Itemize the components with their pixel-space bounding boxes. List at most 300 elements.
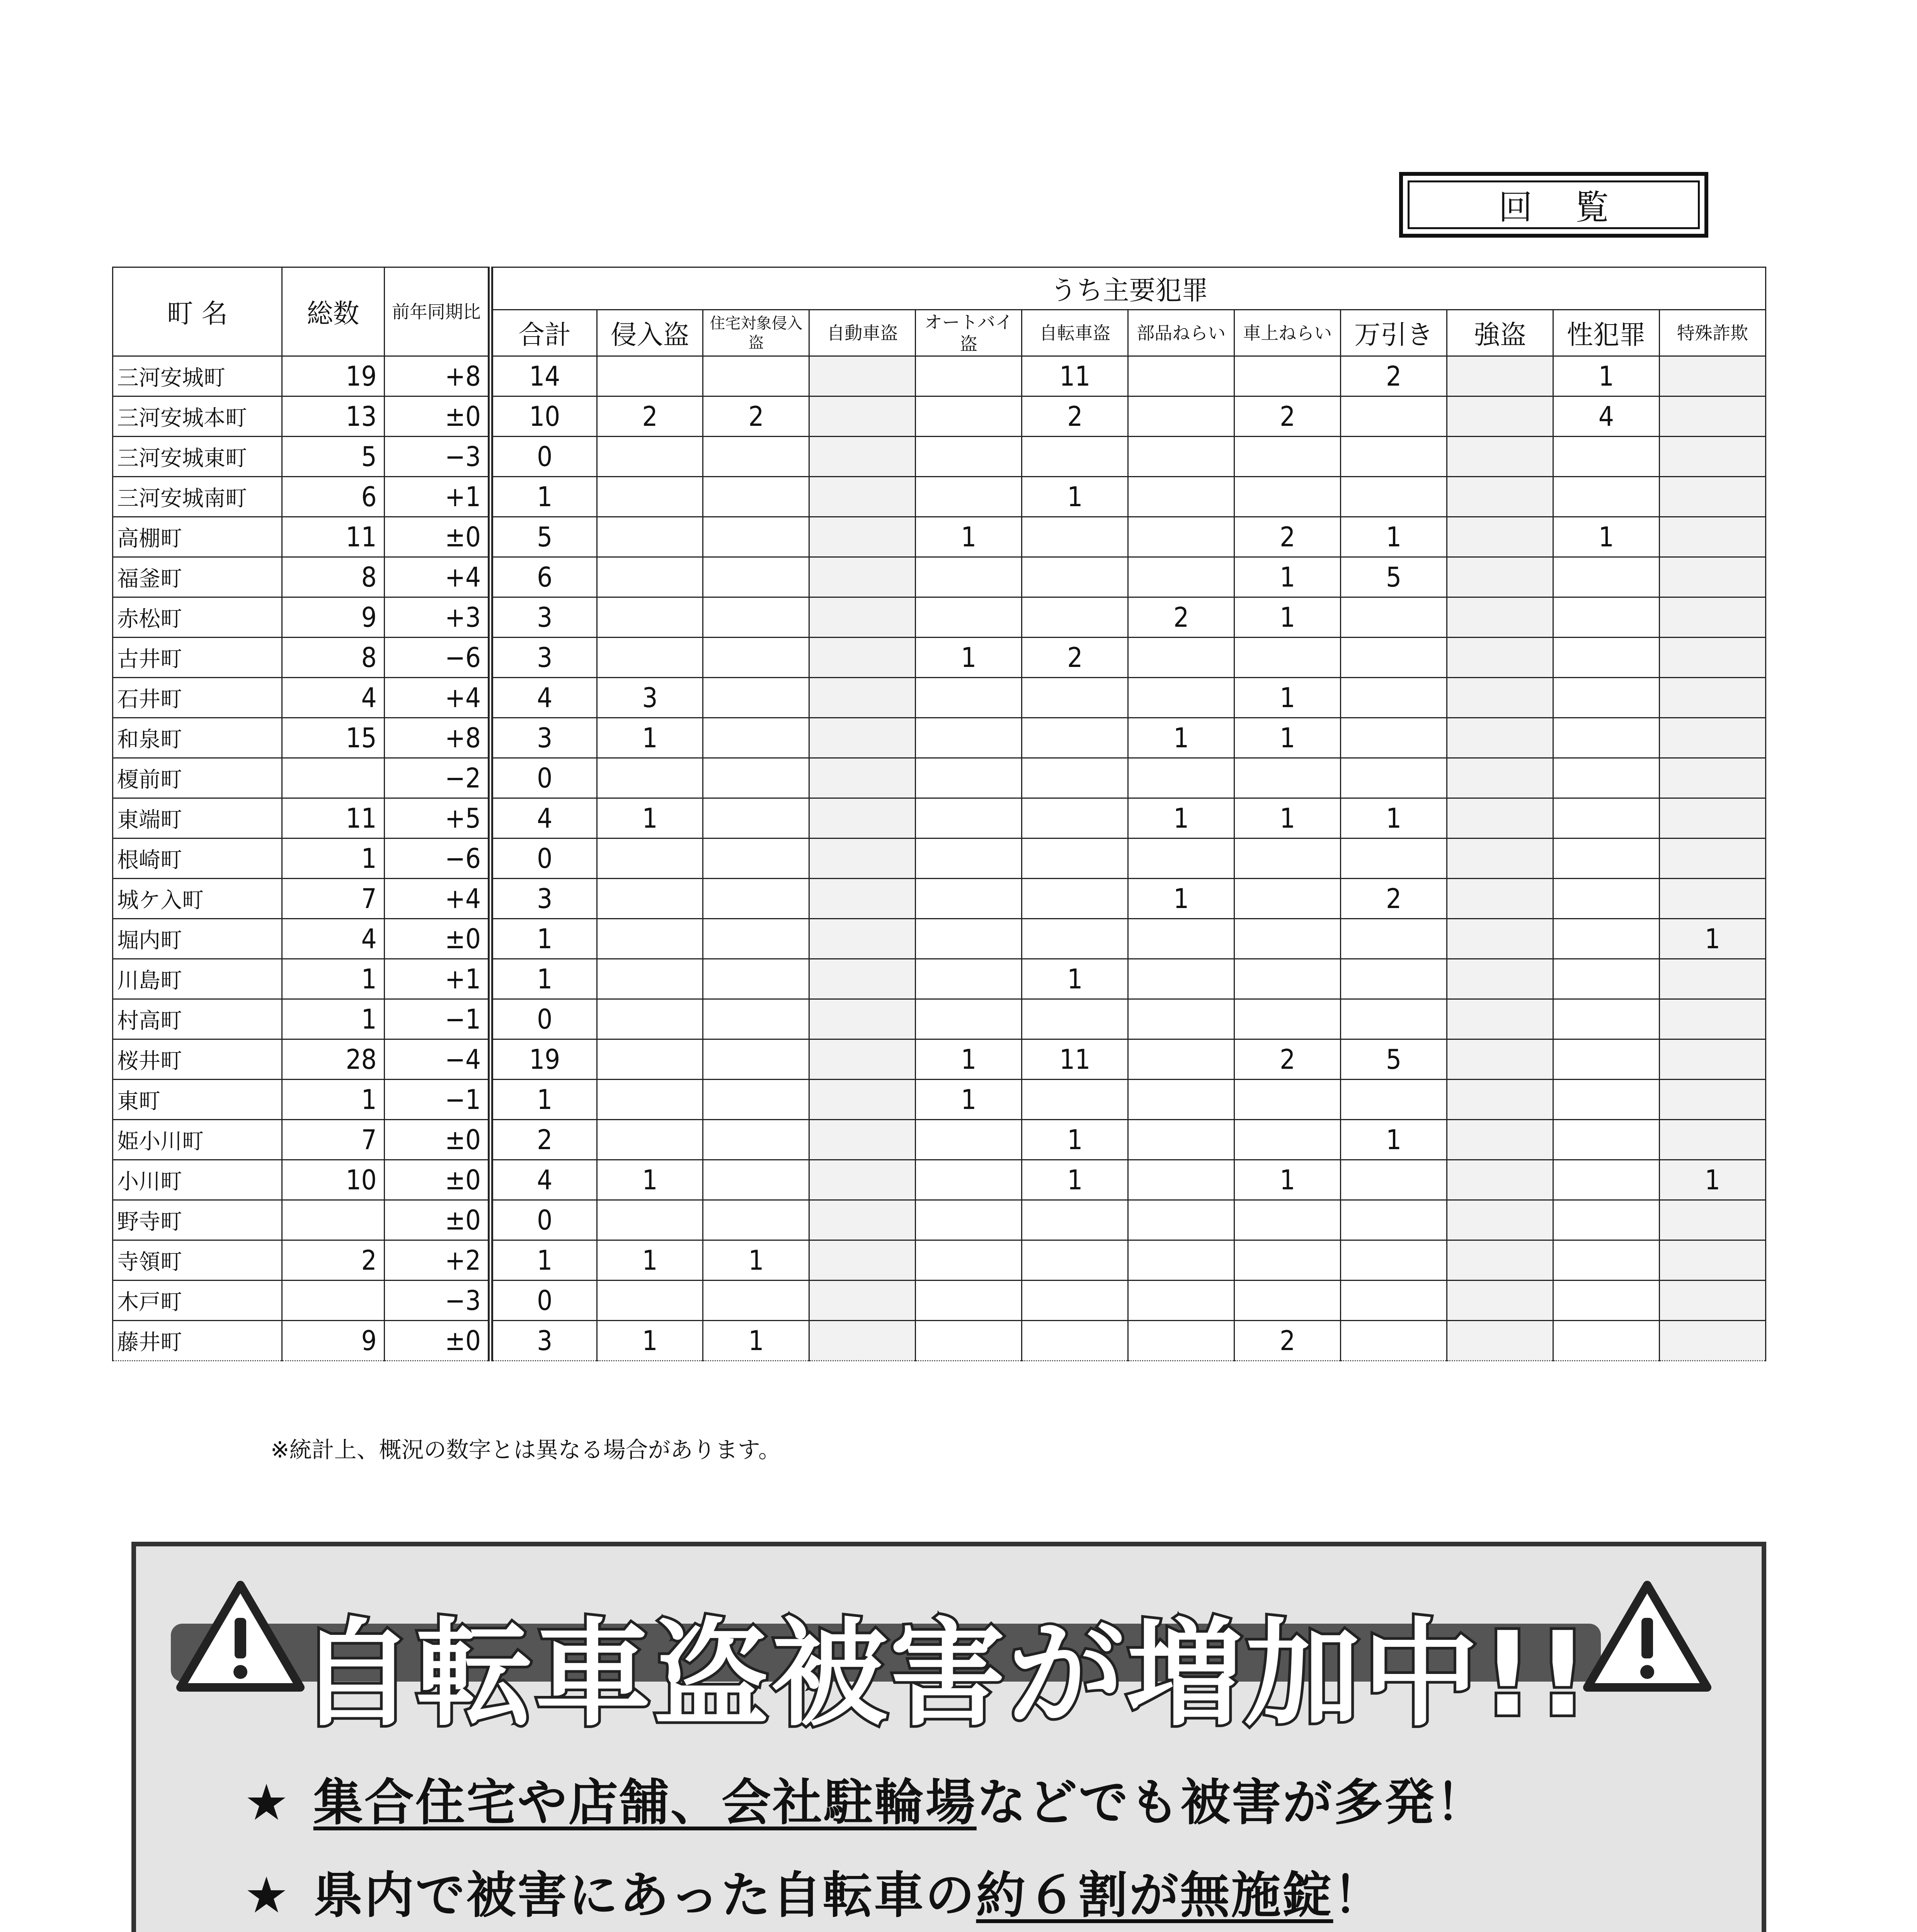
- auto-theft-cell: [809, 638, 916, 678]
- total-cell: 1: [282, 838, 384, 879]
- car-break-in-cell: [1234, 838, 1341, 879]
- parts-theft-cell: [1128, 1160, 1234, 1200]
- town-name-cell: 寺領町: [113, 1240, 282, 1281]
- yoy-cell: ±0: [384, 1160, 490, 1200]
- special-fraud-cell: [1659, 1200, 1765, 1240]
- shoplifting-cell: 5: [1341, 1039, 1447, 1080]
- table-row: [113, 1120, 1766, 1160]
- sum-cell: 0: [490, 999, 597, 1039]
- special-fraud-cell: [1659, 396, 1765, 437]
- moto-theft-cell: [916, 356, 1022, 396]
- yoy-cell: ±0: [384, 517, 490, 557]
- town-name-cell: 桜井町: [113, 1039, 282, 1080]
- total-cell: [282, 1200, 384, 1240]
- header-shoplifting: 万引き: [1341, 310, 1447, 356]
- town-name-cell: 三河安城本町: [113, 396, 282, 437]
- bike-theft-cell: [1022, 838, 1128, 879]
- bike-theft-cell: [1022, 1240, 1128, 1281]
- moto-theft-cell: [916, 758, 1022, 798]
- car-break-in-cell: [1234, 1281, 1341, 1321]
- special-fraud-cell: [1659, 879, 1765, 919]
- auto-theft-cell: [809, 959, 916, 999]
- total-cell: 11: [282, 798, 384, 838]
- robbery-cell: [1447, 838, 1553, 879]
- shoplifting-cell: [1341, 437, 1447, 477]
- yoy-cell: ±0: [384, 1321, 490, 1361]
- moto-theft-cell: [916, 477, 1022, 517]
- sex-crime-cell: [1553, 959, 1659, 999]
- sum-cell: 1: [490, 1080, 597, 1120]
- auto-theft-cell: [809, 597, 916, 638]
- parts-theft-cell: 2: [1128, 597, 1234, 638]
- total-cell: 8: [282, 638, 384, 678]
- car-break-in-cell: 1: [1234, 597, 1341, 638]
- bike-theft-cell: [1022, 1080, 1128, 1120]
- residential-burglary-cell: [703, 879, 809, 919]
- header-residential-burglary: 住宅対象侵入盗: [703, 310, 809, 356]
- car-break-in-cell: 1: [1234, 678, 1341, 718]
- total-cell: [282, 758, 384, 798]
- residential-burglary-cell: [703, 919, 809, 959]
- parts-theft-cell: [1128, 999, 1234, 1039]
- moto-theft-cell: [916, 838, 1022, 879]
- yoy-cell: +3: [384, 597, 490, 638]
- burglary-cell: 1: [597, 718, 703, 758]
- sex-crime-cell: [1553, 557, 1659, 597]
- parts-theft-cell: [1128, 758, 1234, 798]
- bike-theft-cell: [1022, 517, 1128, 557]
- sum-cell: 1: [490, 477, 597, 517]
- yoy-cell: −6: [384, 638, 490, 678]
- circulation-label: 回覧: [1408, 180, 1700, 229]
- special-fraud-cell: [1659, 437, 1765, 477]
- auto-theft-cell: [809, 1240, 916, 1281]
- special-fraud-cell: [1659, 1240, 1765, 1281]
- sum-cell: 4: [490, 798, 597, 838]
- total-cell: [282, 1281, 384, 1321]
- burglary-cell: [597, 758, 703, 798]
- town-name-cell: 赤松町: [113, 597, 282, 638]
- burglary-cell: [597, 879, 703, 919]
- sex-crime-cell: [1553, 798, 1659, 838]
- special-fraud-cell: [1659, 838, 1765, 879]
- table-row: [113, 678, 1766, 718]
- header-town: 町 名: [113, 267, 282, 356]
- header-total: 総数: [282, 267, 384, 356]
- car-break-in-cell: 2: [1234, 517, 1341, 557]
- auto-theft-cell: [809, 1039, 916, 1080]
- moto-theft-cell: [916, 1120, 1022, 1160]
- car-break-in-cell: 1: [1234, 557, 1341, 597]
- table-row: [113, 999, 1766, 1039]
- bike-theft-cell: 1: [1022, 1160, 1128, 1200]
- table-row: [113, 718, 1766, 758]
- moto-theft-cell: [916, 999, 1022, 1039]
- parts-theft-cell: [1128, 678, 1234, 718]
- sex-crime-cell: 1: [1553, 356, 1659, 396]
- special-fraud-cell: [1659, 959, 1765, 999]
- burglary-cell: [597, 1080, 703, 1120]
- header-car-break-in: 車上ねらい: [1234, 310, 1341, 356]
- moto-theft-cell: [916, 1321, 1022, 1361]
- residential-burglary-cell: 1: [703, 1240, 809, 1281]
- auto-theft-cell: [809, 1080, 916, 1120]
- residential-burglary-cell: [703, 356, 809, 396]
- sex-crime-cell: 1: [1553, 517, 1659, 557]
- bullet2-underlined: 約６割が無施錠: [976, 1867, 1333, 1924]
- town-name-cell: 古井町: [113, 638, 282, 678]
- table-row: [113, 437, 1766, 477]
- bike-theft-cell: 2: [1022, 396, 1128, 437]
- table-row: [113, 798, 1766, 838]
- shoplifting-cell: 1: [1341, 1120, 1447, 1160]
- bike-theft-cell: 11: [1022, 356, 1128, 396]
- special-fraud-cell: 1: [1659, 919, 1765, 959]
- bike-theft-cell: [1022, 919, 1128, 959]
- sum-cell: 0: [490, 1200, 597, 1240]
- total-cell: 7: [282, 879, 384, 919]
- town-name-cell: 三河安城南町: [113, 477, 282, 517]
- yoy-cell: +1: [384, 959, 490, 999]
- car-break-in-cell: [1234, 758, 1341, 798]
- auto-theft-cell: [809, 477, 916, 517]
- sex-crime-cell: [1553, 1240, 1659, 1281]
- burglary-cell: [597, 838, 703, 879]
- moto-theft-cell: [916, 919, 1022, 959]
- yoy-cell: −2: [384, 758, 490, 798]
- parts-theft-cell: 1: [1128, 718, 1234, 758]
- burglary-cell: [597, 1120, 703, 1160]
- shoplifting-cell: [1341, 1200, 1447, 1240]
- residential-burglary-cell: [703, 838, 809, 879]
- parts-theft-cell: [1128, 1281, 1234, 1321]
- town-name-cell: 藤井町: [113, 1321, 282, 1361]
- bike-theft-cell: [1022, 758, 1128, 798]
- sex-crime-cell: [1553, 678, 1659, 718]
- special-fraud-cell: [1659, 477, 1765, 517]
- bike-theft-cell: [1022, 718, 1128, 758]
- town-name-cell: 三河安城東町: [113, 437, 282, 477]
- table-row: [113, 838, 1766, 879]
- town-name-cell: 和泉町: [113, 718, 282, 758]
- sex-crime-cell: [1553, 597, 1659, 638]
- moto-theft-cell: [916, 718, 1022, 758]
- table-row: [113, 477, 1766, 517]
- burglary-cell: 3: [597, 678, 703, 718]
- shoplifting-cell: [1341, 959, 1447, 999]
- bicycle-theft-warning-banner: [131, 1542, 1766, 1932]
- total-cell: 28: [282, 1039, 384, 1080]
- header-major-crimes: うち主要犯罪: [490, 267, 1765, 310]
- yoy-cell: +4: [384, 678, 490, 718]
- special-fraud-cell: [1659, 517, 1765, 557]
- auto-theft-cell: [809, 437, 916, 477]
- car-break-in-cell: [1234, 1120, 1341, 1160]
- robbery-cell: [1447, 1321, 1553, 1361]
- robbery-cell: [1447, 758, 1553, 798]
- parts-theft-cell: [1128, 1240, 1234, 1281]
- parts-theft-cell: [1128, 1200, 1234, 1240]
- sex-crime-cell: [1553, 1039, 1659, 1080]
- total-cell: 1: [282, 999, 384, 1039]
- moto-theft-cell: 1: [916, 1039, 1022, 1080]
- robbery-cell: [1447, 1160, 1553, 1200]
- shoplifting-cell: 1: [1341, 517, 1447, 557]
- table-row: [113, 1321, 1766, 1361]
- burglary-cell: 1: [597, 1321, 703, 1361]
- residential-burglary-cell: [703, 1080, 809, 1120]
- sex-crime-cell: [1553, 638, 1659, 678]
- total-cell: 7: [282, 1120, 384, 1160]
- sum-cell: 1: [490, 959, 597, 999]
- total-cell: 9: [282, 597, 384, 638]
- moto-theft-cell: 1: [916, 1080, 1022, 1120]
- table-row: [113, 638, 1766, 678]
- table-row: [113, 1200, 1766, 1240]
- shoplifting-cell: [1341, 838, 1447, 879]
- sum-cell: 0: [490, 838, 597, 879]
- yoy-cell: +4: [384, 557, 490, 597]
- bike-theft-cell: [1022, 879, 1128, 919]
- yoy-cell: −1: [384, 999, 490, 1039]
- auto-theft-cell: [809, 919, 916, 959]
- table-row: [113, 1039, 1766, 1080]
- burglary-cell: [597, 517, 703, 557]
- robbery-cell: [1447, 1039, 1553, 1080]
- shoplifting-cell: [1341, 999, 1447, 1039]
- moto-theft-cell: [916, 959, 1022, 999]
- total-cell: 4: [282, 678, 384, 718]
- header-robbery: 強盗: [1447, 310, 1553, 356]
- moto-theft-cell: [916, 798, 1022, 838]
- robbery-cell: [1447, 718, 1553, 758]
- car-break-in-cell: 2: [1234, 1321, 1341, 1361]
- special-fraud-cell: [1659, 597, 1765, 638]
- robbery-cell: [1447, 1200, 1553, 1240]
- residential-burglary-cell: [703, 1120, 809, 1160]
- sum-cell: 14: [490, 356, 597, 396]
- shoplifting-cell: [1341, 1240, 1447, 1281]
- sex-crime-cell: [1553, 758, 1659, 798]
- yoy-cell: −4: [384, 1039, 490, 1080]
- sum-cell: 1: [490, 919, 597, 959]
- header-auto-theft: 自動車盗: [809, 310, 916, 356]
- parts-theft-cell: [1128, 838, 1234, 879]
- sex-crime-cell: [1553, 1321, 1659, 1361]
- sum-cell: 4: [490, 678, 597, 718]
- bike-theft-cell: 1: [1022, 959, 1128, 999]
- burglary-cell: 1: [597, 1240, 703, 1281]
- robbery-cell: [1447, 678, 1553, 718]
- car-break-in-cell: [1234, 919, 1341, 959]
- bike-theft-cell: [1022, 999, 1128, 1039]
- car-break-in-cell: 2: [1234, 396, 1341, 437]
- parts-theft-cell: [1128, 638, 1234, 678]
- warning-triangle-icon: [175, 1577, 306, 1693]
- auto-theft-cell: [809, 718, 916, 758]
- car-break-in-cell: [1234, 437, 1341, 477]
- special-fraud-cell: [1659, 798, 1765, 838]
- sum-cell: 0: [490, 1281, 597, 1321]
- car-break-in-cell: [1234, 1240, 1341, 1281]
- bike-theft-cell: 2: [1022, 638, 1128, 678]
- burglary-cell: [597, 1281, 703, 1321]
- table-row: [113, 1080, 1766, 1120]
- table-row: [113, 758, 1766, 798]
- parts-theft-cell: [1128, 959, 1234, 999]
- yoy-cell: ±0: [384, 396, 490, 437]
- sum-cell: 19: [490, 1039, 597, 1080]
- bike-theft-cell: [1022, 1321, 1128, 1361]
- town-name-cell: 小川町: [113, 1160, 282, 1200]
- burglary-cell: [597, 638, 703, 678]
- sex-crime-cell: [1553, 1160, 1659, 1200]
- shoplifting-cell: [1341, 477, 1447, 517]
- robbery-cell: [1447, 879, 1553, 919]
- parts-theft-cell: [1128, 356, 1234, 396]
- special-fraud-cell: [1659, 718, 1765, 758]
- bike-theft-cell: [1022, 597, 1128, 638]
- shoplifting-cell: 2: [1341, 356, 1447, 396]
- auto-theft-cell: [809, 557, 916, 597]
- burglary-cell: 1: [597, 798, 703, 838]
- auto-theft-cell: [809, 1281, 916, 1321]
- residential-burglary-cell: [703, 477, 809, 517]
- car-break-in-cell: 1: [1234, 718, 1341, 758]
- special-fraud-cell: [1659, 1120, 1765, 1160]
- town-name-cell: 三河安城町: [113, 356, 282, 396]
- parts-theft-cell: 1: [1128, 798, 1234, 838]
- statistics-note: ※統計上、概況の数字とは異なる場合があります。: [271, 1437, 781, 1463]
- table-row: [113, 1160, 1766, 1200]
- shoplifting-cell: [1341, 638, 1447, 678]
- parts-theft-cell: [1128, 1039, 1234, 1080]
- total-cell: 1: [282, 959, 384, 999]
- sex-crime-cell: [1553, 437, 1659, 477]
- town-name-cell: 木戸町: [113, 1281, 282, 1321]
- sum-cell: 6: [490, 557, 597, 597]
- sex-crime-cell: [1553, 1120, 1659, 1160]
- robbery-cell: [1447, 1080, 1553, 1120]
- burglary-cell: [597, 1200, 703, 1240]
- robbery-cell: [1447, 437, 1553, 477]
- header-yoy: 前年同期比: [384, 267, 490, 356]
- yoy-cell: ±0: [384, 1200, 490, 1240]
- bullet1-underlined: 集合住宅や店舗、会社駐輪場: [313, 1774, 977, 1832]
- burglary-cell: [597, 1039, 703, 1080]
- sex-crime-cell: [1553, 879, 1659, 919]
- parts-theft-cell: [1128, 919, 1234, 959]
- sex-crime-cell: [1553, 718, 1659, 758]
- yoy-cell: +5: [384, 798, 490, 838]
- crime-statistics-table: [112, 267, 1766, 1361]
- shoplifting-cell: [1341, 1080, 1447, 1120]
- car-break-in-cell: [1234, 1080, 1341, 1120]
- total-cell: 13: [282, 396, 384, 437]
- auto-theft-cell: [809, 758, 916, 798]
- total-cell: 5: [282, 437, 384, 477]
- burglary-cell: 2: [597, 396, 703, 437]
- bike-theft-cell: 11: [1022, 1039, 1128, 1080]
- shoplifting-cell: 2: [1341, 879, 1447, 919]
- shoplifting-cell: [1341, 1281, 1447, 1321]
- special-fraud-cell: [1659, 999, 1765, 1039]
- special-fraud-cell: [1659, 1080, 1765, 1120]
- moto-theft-cell: [916, 1160, 1022, 1200]
- car-break-in-cell: 1: [1234, 798, 1341, 838]
- header-moto-theft: オートバイ盗: [916, 310, 1022, 356]
- town-name-cell: 城ケ入町: [113, 879, 282, 919]
- warning-triangle-icon: [1582, 1577, 1713, 1693]
- town-name-cell: 野寺町: [113, 1200, 282, 1240]
- parts-theft-cell: [1128, 1321, 1234, 1361]
- header-sum: 合計: [490, 310, 597, 356]
- auto-theft-cell: [809, 999, 916, 1039]
- residential-burglary-cell: [703, 999, 809, 1039]
- residential-burglary-cell: [703, 517, 809, 557]
- yoy-cell: −3: [384, 437, 490, 477]
- sex-crime-cell: [1553, 919, 1659, 959]
- bike-theft-cell: [1022, 1281, 1128, 1321]
- bullet-multiple-locations: [244, 1763, 1487, 1834]
- total-cell: 10: [282, 1160, 384, 1200]
- banner-headline: 自転車盗被害が増加中!!: [298, 1607, 1592, 1742]
- table-row: [113, 1240, 1766, 1281]
- bullet2-prefix: 県内で被害にあった自転車の: [313, 1867, 976, 1924]
- residential-burglary-cell: [703, 557, 809, 597]
- robbery-cell: [1447, 1240, 1553, 1281]
- town-name-cell: 東端町: [113, 798, 282, 838]
- bike-theft-cell: [1022, 678, 1128, 718]
- auto-theft-cell: [809, 879, 916, 919]
- sum-cell: 3: [490, 1321, 597, 1361]
- burglary-cell: [597, 356, 703, 396]
- special-fraud-cell: [1659, 1281, 1765, 1321]
- special-fraud-cell: [1659, 1321, 1765, 1361]
- car-break-in-cell: [1234, 638, 1341, 678]
- yoy-cell: +4: [384, 879, 490, 919]
- circulation-stamp: [1399, 172, 1708, 238]
- star-icon: ★: [244, 1867, 290, 1924]
- yoy-cell: +8: [384, 356, 490, 396]
- robbery-cell: [1447, 557, 1553, 597]
- header-sex-crime: 性犯罪: [1553, 310, 1659, 356]
- parts-theft-cell: 1: [1128, 879, 1234, 919]
- shoplifting-cell: [1341, 1160, 1447, 1200]
- auto-theft-cell: [809, 1120, 916, 1160]
- yoy-cell: +8: [384, 718, 490, 758]
- bike-theft-cell: [1022, 437, 1128, 477]
- yoy-cell: ±0: [384, 919, 490, 959]
- robbery-cell: [1447, 959, 1553, 999]
- special-fraud-cell: [1659, 1039, 1765, 1080]
- sex-crime-cell: [1553, 477, 1659, 517]
- sum-cell: 2: [490, 1120, 597, 1160]
- parts-theft-cell: [1128, 396, 1234, 437]
- bike-theft-cell: [1022, 798, 1128, 838]
- robbery-cell: [1447, 517, 1553, 557]
- residential-burglary-cell: [703, 959, 809, 999]
- robbery-cell: [1447, 356, 1553, 396]
- residential-burglary-cell: [703, 718, 809, 758]
- town-name-cell: 堀内町: [113, 919, 282, 959]
- town-name-cell: 姫小川町: [113, 1120, 282, 1160]
- sum-cell: 0: [490, 758, 597, 798]
- bike-theft-cell: 1: [1022, 1120, 1128, 1160]
- town-name-cell: 東町: [113, 1080, 282, 1120]
- town-name-cell: 石井町: [113, 678, 282, 718]
- town-name-cell: 高棚町: [113, 517, 282, 557]
